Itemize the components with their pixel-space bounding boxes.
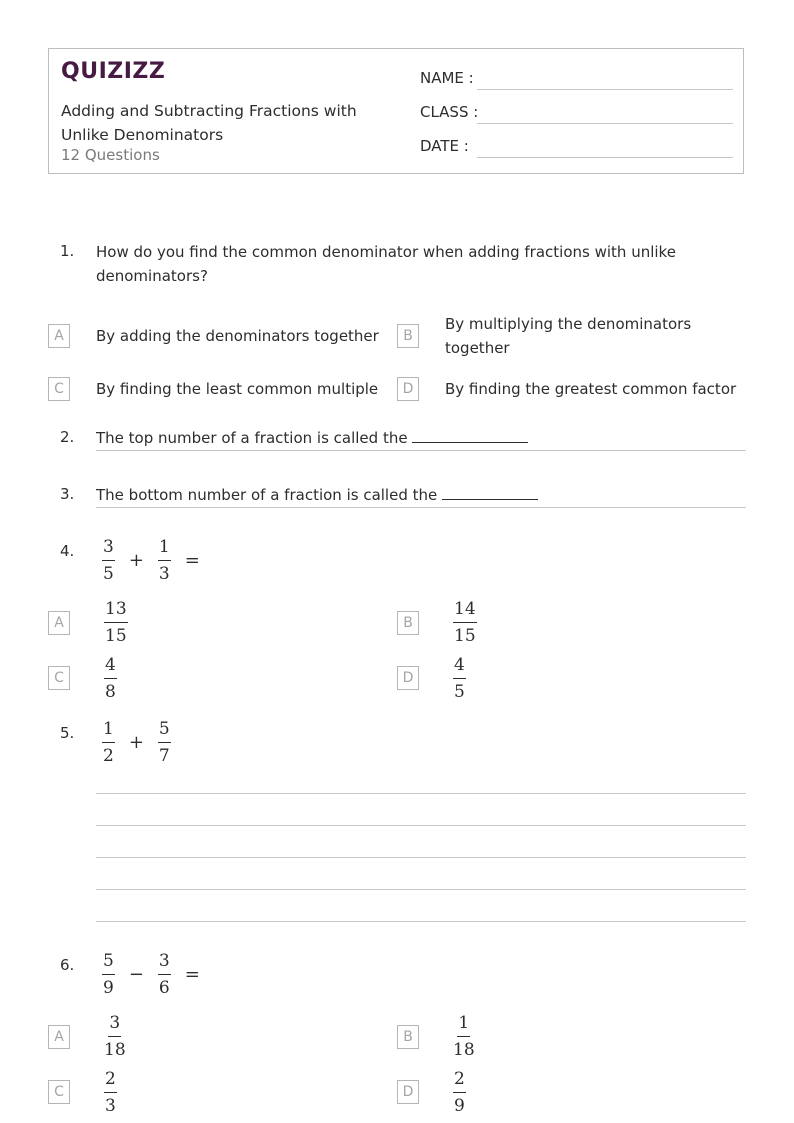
fraction — [453, 1012, 475, 1061]
denominator: 18 — [453, 1040, 475, 1060]
question-6-number: 6. — [60, 956, 75, 974]
equals-sign: = — [184, 964, 200, 985]
denominator: 5 — [103, 564, 114, 584]
fraction — [158, 718, 171, 767]
numerator: 3 — [158, 950, 171, 975]
worksheet-title: Adding and Subtracting Fractions with Unlike Denominators — [61, 102, 357, 144]
numerator: 3 — [108, 1012, 121, 1037]
denominator: 9 — [103, 978, 114, 998]
option-fraction — [453, 654, 466, 703]
denominator: 3 — [158, 564, 170, 584]
class-label: CLASS : — [420, 103, 479, 121]
denominator: 3 — [105, 1096, 116, 1116]
numerator: 1 — [457, 1012, 470, 1037]
answer-blank — [442, 485, 538, 500]
question-5-number: 5. — [60, 724, 75, 742]
operator: + — [128, 550, 144, 571]
numerator: 1 — [102, 718, 115, 743]
answer-line[interactable] — [96, 507, 746, 508]
option-fraction — [104, 1012, 126, 1061]
question-4-number: 4. — [60, 542, 75, 560]
denominator: 15 — [454, 626, 476, 646]
question-3-text — [96, 483, 538, 507]
class-field[interactable] — [477, 123, 733, 124]
operator: + — [128, 732, 144, 753]
worksheet-header — [48, 48, 744, 174]
fraction — [102, 718, 115, 767]
equals-sign: = — [184, 550, 200, 571]
question-6-expression — [102, 950, 214, 999]
fraction — [104, 1012, 126, 1061]
fraction — [158, 536, 171, 585]
fraction — [453, 654, 466, 703]
question-1-number: 1. — [60, 242, 75, 260]
numerator: 2 — [453, 1068, 466, 1093]
numerator: 14 — [453, 598, 477, 623]
answer-line[interactable] — [96, 450, 746, 451]
name-label: NAME : — [420, 69, 474, 87]
question-2-number: 2. — [60, 428, 75, 446]
option-letter[interactable]: A — [48, 324, 70, 348]
fraction — [102, 536, 115, 585]
option-letter[interactable]: A — [48, 1025, 70, 1049]
denominator: 8 — [105, 682, 116, 702]
fraction — [104, 598, 128, 647]
option-fraction — [453, 1012, 475, 1061]
denominator: 6 — [158, 978, 170, 998]
option-text: By finding the greatest common factor — [445, 380, 737, 398]
question-2-text — [96, 426, 528, 450]
option-text: By adding the denominators together — [96, 327, 379, 345]
fraction — [104, 654, 117, 703]
question-4-expression — [102, 536, 214, 585]
numerator: 5 — [158, 718, 171, 743]
answer-line[interactable] — [96, 825, 746, 826]
question-3-prompt: The bottom number of a fraction is called the — [96, 486, 438, 504]
option-fraction — [453, 1068, 466, 1117]
answer-line[interactable] — [96, 889, 746, 890]
question-count: 12 Questions — [61, 146, 160, 164]
denominator: 15 — [105, 626, 127, 646]
denominator: 2 — [103, 746, 114, 766]
option-letter[interactable]: D — [397, 377, 419, 401]
date-field[interactable] — [477, 157, 733, 158]
denominator: 9 — [454, 1096, 465, 1116]
numerator: 1 — [158, 536, 171, 561]
option-fraction — [453, 598, 477, 647]
numerator: 4 — [453, 654, 466, 679]
fraction — [102, 950, 115, 999]
option-letter[interactable]: D — [397, 1080, 419, 1104]
numerator: 4 — [104, 654, 117, 679]
answer-blank — [412, 428, 528, 443]
answer-line[interactable] — [96, 921, 746, 922]
option-letter[interactable]: C — [48, 666, 70, 690]
option-letter[interactable]: C — [48, 1080, 70, 1104]
option-text: By multiplying the denominators together — [445, 315, 692, 357]
quizizz-logo: QUIZIZZ — [61, 59, 166, 84]
answer-line[interactable] — [96, 857, 746, 858]
numerator: 5 — [102, 950, 115, 975]
denominator: 18 — [104, 1040, 126, 1060]
question-1-text: How do you find the common denominator when adding fractions with unlike denominators? — [96, 243, 676, 285]
numerator: 13 — [104, 598, 128, 623]
fraction — [158, 950, 171, 999]
option-letter[interactable]: B — [397, 611, 419, 635]
numerator: 2 — [104, 1068, 117, 1093]
denominator: 7 — [158, 746, 170, 766]
option-letter[interactable]: D — [397, 666, 419, 690]
fraction — [453, 598, 477, 647]
date-label: DATE : — [420, 137, 469, 155]
answer-line[interactable] — [96, 793, 746, 794]
option-letter[interactable]: A — [48, 611, 70, 635]
option-letter[interactable]: B — [397, 324, 419, 348]
numerator: 3 — [102, 536, 115, 561]
operator: − — [128, 964, 144, 985]
name-field[interactable] — [477, 89, 733, 90]
denominator: 5 — [454, 682, 465, 702]
question-5-expression — [102, 718, 171, 767]
fraction — [104, 1068, 117, 1117]
question-2-prompt: The top number of a fraction is called the — [96, 429, 408, 447]
option-fraction — [104, 1068, 117, 1117]
fraction — [453, 1068, 466, 1117]
option-letter[interactable]: B — [397, 1025, 419, 1049]
option-letter[interactable]: C — [48, 377, 70, 401]
option-fraction — [104, 654, 117, 703]
option-text: By finding the least common multiple — [96, 380, 379, 398]
question-3-number: 3. — [60, 485, 75, 503]
option-fraction — [104, 598, 128, 647]
